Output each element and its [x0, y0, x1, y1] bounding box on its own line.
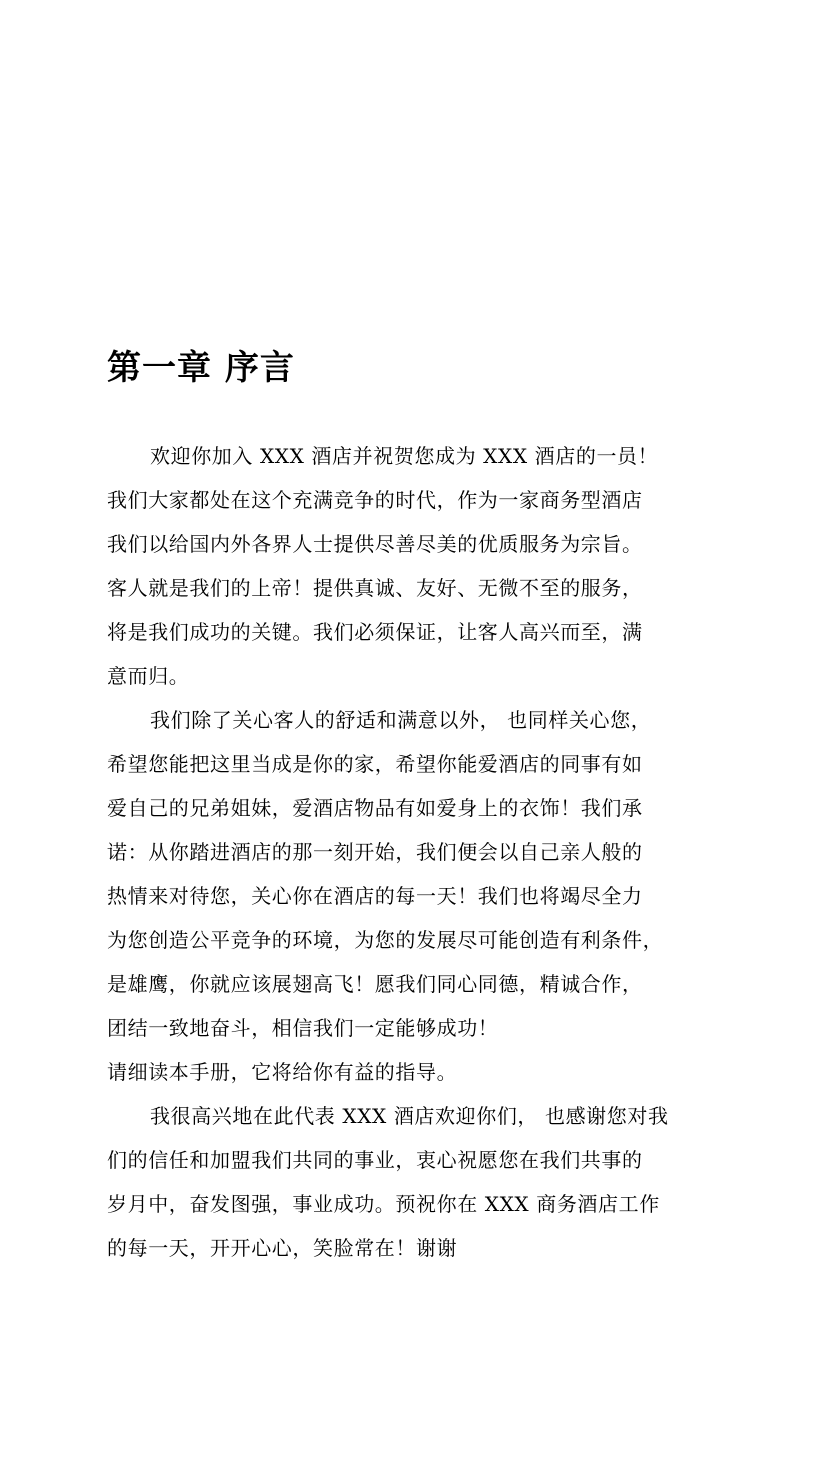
- paragraph-line: 的每一天，开开心心，笑脸常在！谢谢: [107, 1236, 458, 1260]
- paragraph-line: 是雄鹰，你就应该展翅高飞！愿我们同心同德，精诚合作，: [107, 972, 643, 996]
- paragraph-line: 热情来对待您，关心你在酒店的每一天！我们也将竭尽全力: [107, 884, 643, 908]
- paragraph-line: 请细读本手册，它将给你有益的指导。: [107, 1060, 458, 1084]
- paragraph-line: 希望您能把这里当成是你的家，希望你能爱酒店的同事有如: [107, 752, 643, 776]
- paragraph-line: 意而归。: [107, 664, 190, 688]
- paragraph-line: 我们以给国内外各界人士提供尽善尽美的优质服务为宗旨。: [107, 532, 643, 556]
- paragraph-line: 岁月中，奋发图强，事业成功。预祝你在 XXX 商务酒店工作: [107, 1192, 660, 1216]
- paragraph-line: 将是我们成功的关键。我们必须保证，让客人高兴而至，满: [107, 620, 643, 644]
- paragraph-line: 我们大家都处在这个充满竞争的时代，作为一家商务型酒店: [107, 488, 643, 512]
- document-body: [107, 434, 697, 1270]
- chapter-title: 第一章 序言: [107, 348, 295, 388]
- paragraph-line: 欢迎你加入 XXX 酒店并祝贺您成为 XXX 酒店的一员！: [150, 444, 659, 468]
- paragraph-line: 为您创造公平竞争的环境，为您的发展尽可能创造有利条件，: [107, 928, 664, 952]
- paragraph-line: 我很高兴地在此代表 XXX 酒店欢迎你们， 也感谢您对我: [150, 1104, 669, 1128]
- paragraph-line: 们的信任和加盟我们共同的事业，衷心祝愿您在我们共事的: [107, 1148, 643, 1172]
- paragraph-line: 我们除了关心客人的舒适和满意以外， 也同样关心您，: [150, 708, 652, 732]
- paragraph-line: 诺：从你踏进酒店的那一刻开始，我们便会以自己亲人般的: [107, 840, 643, 864]
- paragraph-line: 爱自己的兄弟姐妹，爱酒店物品有如爱身上的衣饰！我们承: [107, 796, 643, 820]
- paragraph-line: 团结一致地奋斗，相信我们一定能够成功！: [107, 1016, 499, 1040]
- paragraph-line: 客人就是我们的上帝！提供真诚、友好、无微不至的服务，: [107, 576, 643, 600]
